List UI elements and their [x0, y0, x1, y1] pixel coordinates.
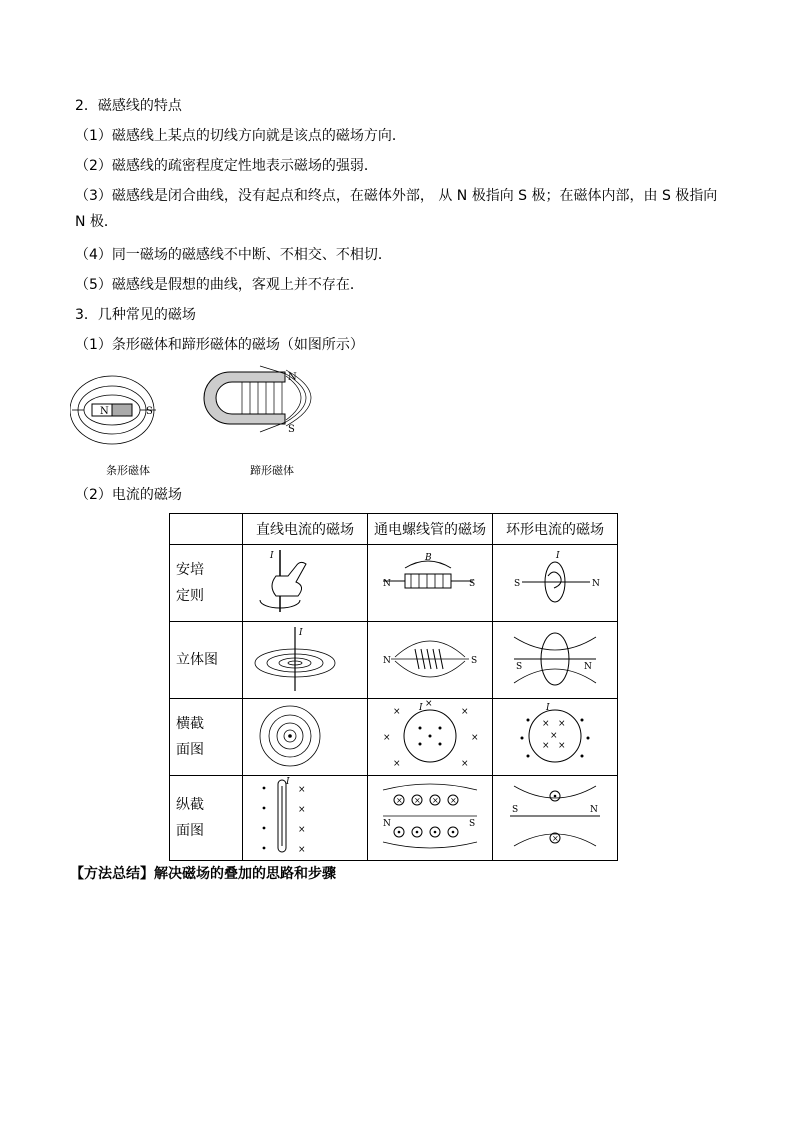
- solenoid-3d-cell: [368, 622, 493, 699]
- loop-3d-n: N: [584, 662, 592, 672]
- svg-text:×: ×: [432, 796, 439, 805]
- straight-cross-figure: [250, 700, 360, 770]
- solenoid-cross-figure: [375, 700, 485, 770]
- svg-text:×: ×: [383, 733, 391, 743]
- row-label-line2: 面图: [176, 742, 204, 758]
- section-2-title: 2．磁感线的特点: [75, 98, 182, 114]
- method-summary-heading: 【方法总结】解决磁场的叠加的思路和步骤: [70, 866, 336, 882]
- section-2-item-4: （4）同一磁场的磁感线不中断、不相交、不相切．: [75, 247, 392, 263]
- horseshoe-n: N: [288, 372, 297, 383]
- row-label-ampere-rule: [170, 545, 243, 622]
- row-label-line1: 立体图: [176, 652, 218, 668]
- svg-text:×: ×: [542, 719, 550, 729]
- loop-long-n: N: [590, 805, 598, 815]
- loop-long-s: S: [512, 805, 519, 815]
- current-label: I: [270, 551, 274, 561]
- right-hand-loop-figure: [500, 546, 610, 616]
- header-solenoid: 通电螺线管的磁场: [368, 514, 493, 545]
- solenoid-cross-current: I: [419, 703, 423, 713]
- svg-text:×: ×: [393, 759, 401, 769]
- horseshoe-s: S: [288, 424, 295, 435]
- loop-long-figure: [500, 776, 610, 856]
- solenoid-cross-cell: [368, 699, 493, 776]
- table-row: [170, 699, 618, 776]
- loop-s: S: [514, 579, 521, 589]
- ampere-straight-cell: [243, 545, 368, 622]
- straight-long-cell: [243, 776, 368, 861]
- svg-text:×: ×: [298, 805, 306, 815]
- loop-current-label: I: [556, 551, 560, 561]
- bar-magnet-caption: 条形磁体: [106, 464, 150, 477]
- loop-3d-figure: [500, 623, 610, 693]
- straight-3d-current: I: [299, 628, 303, 638]
- loop-cross-figure: [500, 700, 610, 770]
- svg-text:×: ×: [558, 719, 566, 729]
- svg-text:×: ×: [450, 796, 457, 805]
- current-field-table: [169, 513, 618, 861]
- field-b-label: B: [425, 553, 432, 563]
- svg-text:×: ×: [298, 825, 306, 835]
- loop-3d-s: S: [516, 662, 523, 672]
- row-label-cross-section: [170, 699, 243, 776]
- svg-text:×: ×: [558, 741, 566, 751]
- right-hand-solenoid-figure: [375, 546, 485, 616]
- svg-text:×: ×: [461, 707, 469, 717]
- solenoid-n: N: [383, 579, 391, 589]
- straight-long-current: I: [286, 777, 290, 787]
- right-hand-straight-figure: [250, 546, 360, 616]
- section-2-item-3: （3）磁感线是闭合曲线，没有起点和终点，在磁体外部， 从 N 极指向 S 极；在磁体内部，由 S 极指向 N 极．: [75, 188, 718, 230]
- ampere-solenoid-cell: [368, 545, 493, 622]
- solenoid-long-cell: [368, 776, 493, 861]
- section-3-title: 3．几种常见的磁场: [75, 307, 196, 323]
- straight-cross-cell: [243, 699, 368, 776]
- table-corner: [170, 514, 243, 545]
- table-row: [170, 622, 618, 699]
- solenoid-long-s: S: [469, 819, 476, 829]
- row-label-line1: 横截: [176, 716, 204, 732]
- magnets-figure: [70, 362, 340, 480]
- svg-text:×: ×: [425, 700, 433, 709]
- horseshoe-magnet-caption: 蹄形磁体: [250, 464, 294, 477]
- header-straight-current: 直线电流的磁场: [243, 514, 368, 545]
- header-loop-current: 环形电流的磁场: [493, 514, 618, 545]
- row-label-longitudinal-section: [170, 776, 243, 861]
- solenoid-3d-figure: [375, 623, 485, 693]
- solenoid-3d-s: S: [471, 656, 478, 666]
- solenoid-s: S: [469, 579, 476, 589]
- straight-3d-figure: [250, 623, 360, 693]
- table-row: [170, 545, 618, 622]
- section-2-item-2: （2）磁感线的疏密程度定性地表示磁场的强弱．: [75, 158, 378, 174]
- row-label-3d: [170, 622, 243, 699]
- ampere-loop-cell: [493, 545, 618, 622]
- loop-n: N: [592, 579, 600, 589]
- straight-long-figure: [250, 776, 360, 856]
- bar-magnet-s: S: [146, 406, 153, 417]
- table-header-row: [170, 514, 618, 545]
- svg-text:×: ×: [550, 731, 558, 741]
- table-row: [170, 776, 618, 861]
- solenoid-long-figure: [375, 776, 485, 856]
- svg-text:×: ×: [471, 733, 479, 743]
- svg-text:×: ×: [298, 785, 306, 795]
- section-2-item-1: （1）磁感线上某点的切线方向就是该点的磁场方向．: [75, 128, 406, 144]
- bar-magnet-n: N: [100, 406, 109, 417]
- svg-text:×: ×: [461, 759, 469, 769]
- solenoid-3d-n: N: [383, 656, 391, 666]
- section-2-item-5: （5）磁感线是假想的曲线，客观上并不存在．: [75, 277, 364, 293]
- loop-3d-cell: [493, 622, 618, 699]
- magnets-diagram: [70, 362, 340, 462]
- row-label-line1: 安培: [176, 562, 204, 578]
- loop-cross-cell: [493, 699, 618, 776]
- svg-text:×: ×: [552, 834, 559, 843]
- svg-text:×: ×: [414, 796, 421, 805]
- row-label-line2: 定则: [176, 588, 204, 604]
- loop-long-cell: [493, 776, 618, 861]
- row-label-line2: 面图: [176, 823, 204, 839]
- section-3-sub-2: （2）电流的磁场: [75, 487, 182, 503]
- section-3-sub-1: （1）条形磁体和蹄形磁体的磁场（如图所示）: [75, 337, 364, 353]
- svg-text:×: ×: [542, 741, 550, 751]
- svg-text:×: ×: [298, 845, 306, 855]
- svg-text:×: ×: [396, 796, 403, 805]
- loop-cross-current: I: [546, 703, 550, 713]
- solenoid-long-n: N: [383, 819, 391, 829]
- svg-text:×: ×: [393, 707, 401, 717]
- straight-3d-cell: [243, 622, 368, 699]
- row-label-line1: 纵截: [176, 797, 204, 813]
